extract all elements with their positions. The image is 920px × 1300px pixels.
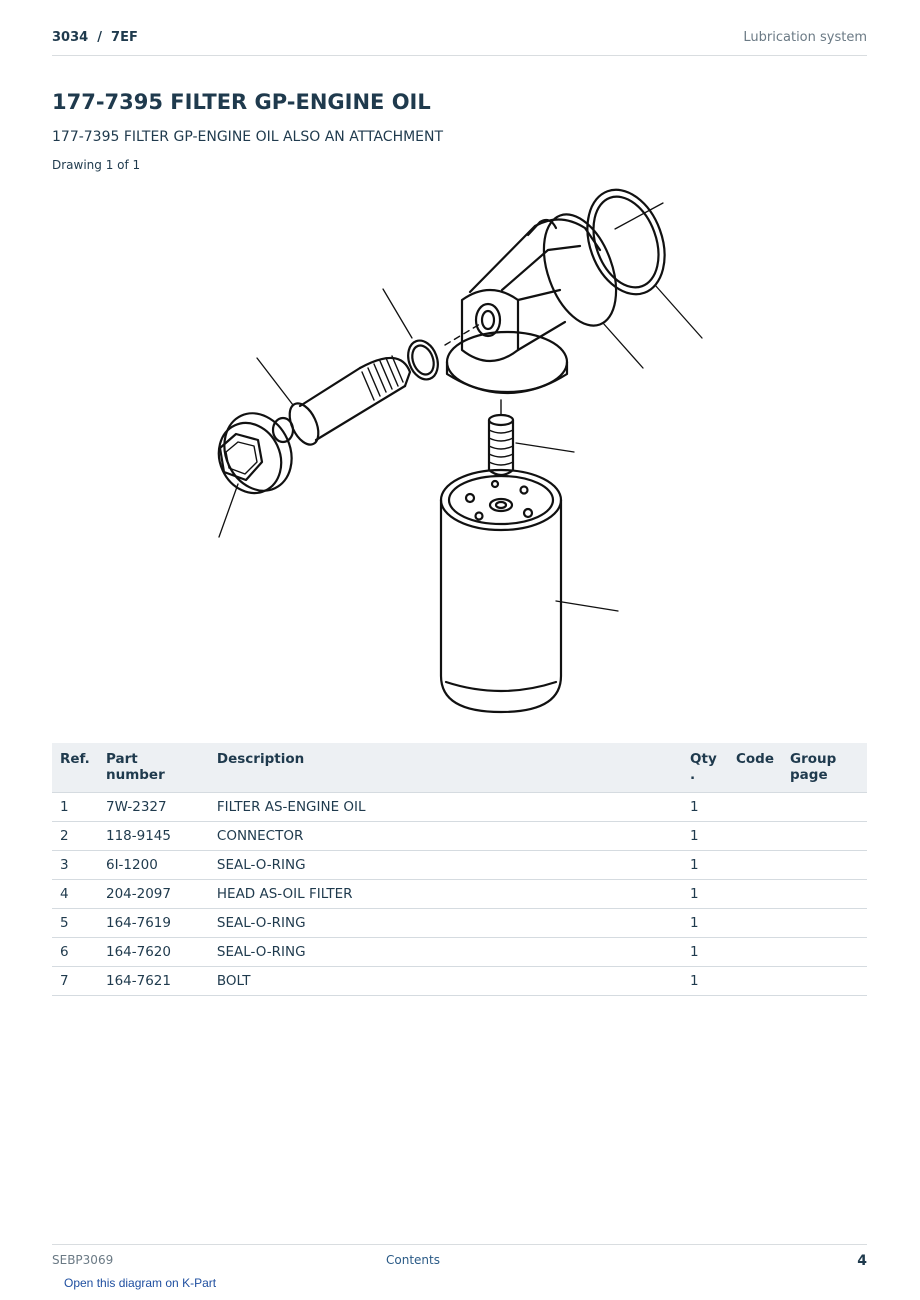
parts-list-table: [52, 743, 867, 996]
ref-cell: 6: [52, 938, 98, 967]
contents-link[interactable]: Contents: [386, 1253, 440, 1267]
oil-filter-part: [441, 470, 561, 712]
ref-cell: 7: [52, 967, 98, 996]
exploded-parts-diagram: [150, 180, 750, 725]
part-number-cell: 164-7619: [98, 909, 209, 938]
part-number-cell: 7W-2327: [98, 793, 209, 822]
part-number-cell: 164-7620: [98, 938, 209, 967]
part-number-cell: 164-7621: [98, 967, 209, 996]
part-number-cell: 6I-1200: [98, 851, 209, 880]
group-page-cell: [782, 851, 867, 880]
model-serial-prefix: 3034 / 7EF: [52, 30, 138, 45]
part-number-cell: 204-2097: [98, 880, 209, 909]
group-page-cell: [782, 822, 867, 851]
description-cell: FILTER AS-ENGINE OIL: [209, 793, 682, 822]
table-row: [52, 967, 867, 996]
code-cell: [728, 793, 782, 822]
code-cell: [728, 938, 782, 967]
column-header-description: Description: [209, 743, 682, 793]
column-header-part-number: Part number: [98, 743, 209, 793]
description-cell: SEAL-O-RING: [209, 938, 682, 967]
filter-head-part: [445, 205, 630, 393]
part-number-cell: 118-9145: [98, 822, 209, 851]
column-header-ref: Ref.: [52, 743, 98, 793]
table-row: [52, 851, 867, 880]
group-page-cell: [782, 938, 867, 967]
column-header-code: Code: [728, 743, 782, 793]
page-subtitle: 177-7395 FILTER GP-ENGINE OIL ALSO AN ATTACHMENT: [52, 129, 444, 145]
qty-cell: 1: [682, 793, 728, 822]
qty-cell: 1: [682, 851, 728, 880]
ref-cell: 3: [52, 851, 98, 880]
table-row: [52, 793, 867, 822]
description-cell: HEAD AS-OIL FILTER: [209, 880, 682, 909]
qty-cell: 1: [682, 880, 728, 909]
large-o-ring-part: [574, 180, 679, 305]
code-cell: [728, 822, 782, 851]
description-cell: CONNECTOR: [209, 822, 682, 851]
page-header: [52, 28, 867, 56]
ref-cell: 5: [52, 909, 98, 938]
ref-cell: 2: [52, 822, 98, 851]
page-footer: [52, 1244, 867, 1275]
group-page-cell: [782, 880, 867, 909]
document-id: SEBP3069: [52, 1253, 114, 1267]
page-number: 4: [857, 1253, 867, 1269]
group-page-cell: [782, 793, 867, 822]
code-cell: [728, 880, 782, 909]
page-title: 177-7395 FILTER GP-ENGINE OIL: [52, 90, 431, 114]
connector-part: [489, 400, 513, 475]
description-cell: SEAL-O-RING: [209, 851, 682, 880]
table-row: [52, 938, 867, 967]
bolt-part: [208, 356, 410, 503]
description-cell: SEAL-O-RING: [209, 909, 682, 938]
column-header-qty: Qty .: [682, 743, 728, 793]
group-page-cell: [782, 967, 867, 996]
qty-cell: 1: [682, 967, 728, 996]
ref-cell: 4: [52, 880, 98, 909]
drawing-counter: Drawing 1 of 1: [52, 158, 141, 172]
table-row: [52, 822, 867, 851]
code-cell: [728, 909, 782, 938]
group-page-cell: [782, 909, 867, 938]
section-name: Lubrication system: [743, 30, 867, 45]
table-row: [52, 880, 867, 909]
code-cell: [728, 851, 782, 880]
column-header-group-page: Group page: [782, 743, 867, 793]
qty-cell: 1: [682, 822, 728, 851]
open-in-kpart-link[interactable]: Open this diagram on K-Part: [64, 1276, 217, 1290]
code-cell: [728, 967, 782, 996]
description-cell: BOLT: [209, 967, 682, 996]
table-row: [52, 909, 867, 938]
qty-cell: 1: [682, 909, 728, 938]
table-header-row: [52, 743, 867, 793]
qty-cell: 1: [682, 938, 728, 967]
ref-cell: 1: [52, 793, 98, 822]
